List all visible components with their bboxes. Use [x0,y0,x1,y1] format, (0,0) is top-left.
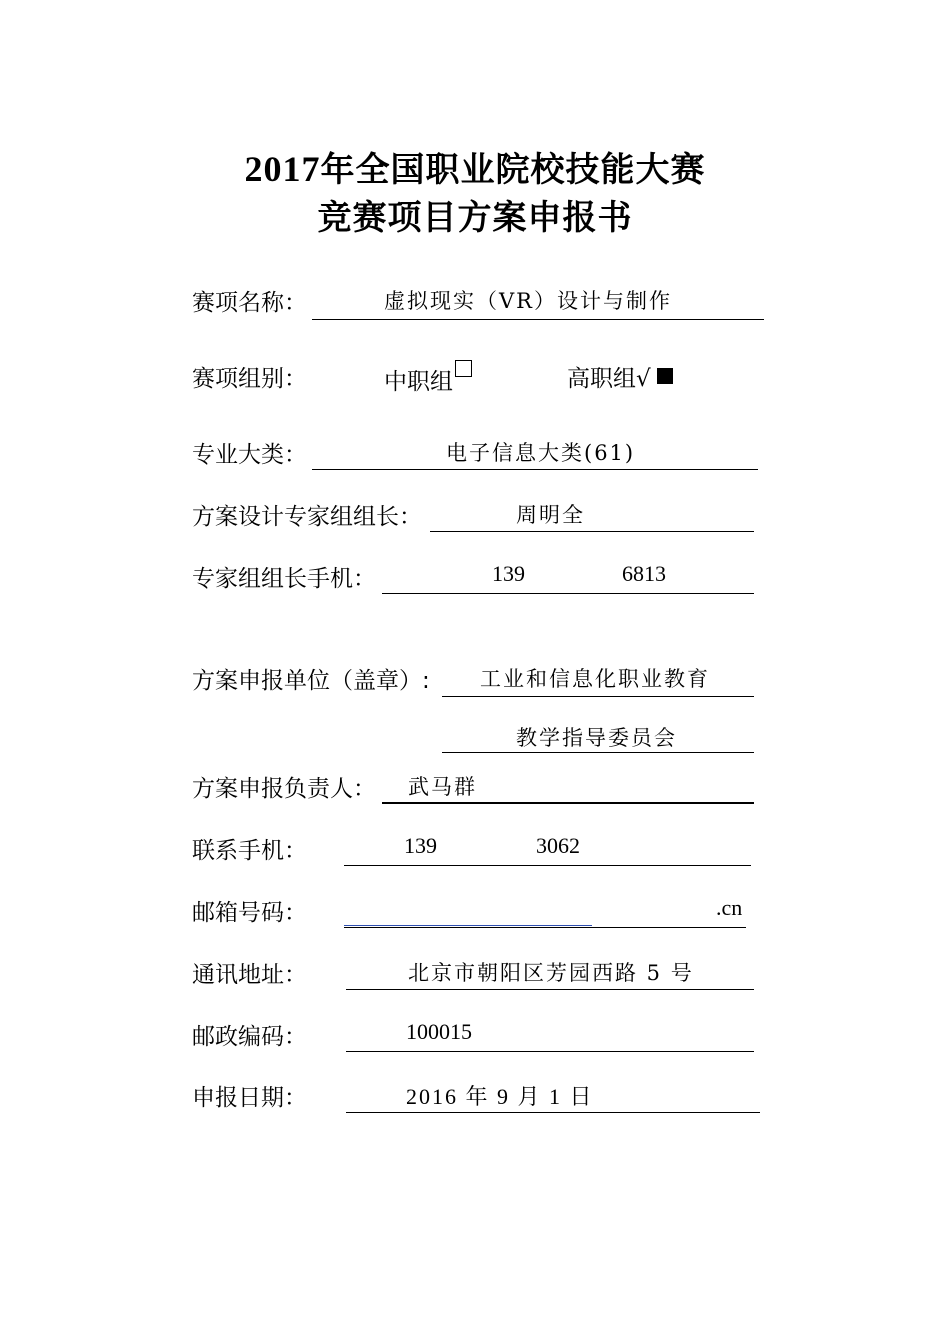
date-underline [346,1112,760,1113]
leader-phone-label: 专家组组长手机： [192,566,376,592]
group-secondary-option[interactable] [384,360,472,396]
unit-value-line1: 工业和信息化职业教育 [480,667,710,691]
category-label: 专业大类： [192,442,307,468]
owner-value: 武马群 [408,775,477,799]
email-label: 邮箱号码： [192,900,307,926]
unit-underline-2 [442,752,754,753]
email-underline [344,927,746,928]
phone-underline [344,865,751,866]
filled-box-icon[interactable] [657,368,673,384]
phone-part1: 139 [404,833,437,858]
category-value: 电子信息大类(61) [446,441,636,465]
unit-label: 方案申报单位（盖章）: [192,668,430,694]
title-line1-text: 年全国职业院校技能大赛 [320,150,706,190]
unit-value-line2: 教学指导委员会 [516,726,677,750]
event-name-label: 赛项名称： [192,290,307,316]
address-label: 通讯地址： [192,962,307,988]
group-higher-option[interactable] [567,360,673,393]
leader-underline [430,531,754,532]
document-title-line2: 竞赛项目方案申报书 [317,198,633,238]
leader-phone-underline [382,593,754,594]
leader-value: 周明全 [516,503,585,527]
group-label: 赛项组别： [192,366,307,392]
document-title-line1 [0,142,950,191]
group-secondary-label: 中职组 [384,369,453,395]
address-value: 北京市朝阳区芳园西路 5 号 [408,961,694,985]
event-name-value: 虚拟现实（VR）设计与制作 [384,289,672,313]
unit-underline-1 [442,696,754,697]
address-underline [346,989,754,990]
unchecked-box-icon[interactable] [455,360,472,377]
group-higher-label: 高职组√ [567,366,651,392]
postcode-underline [346,1051,754,1052]
postcode-value: 100015 [406,1019,472,1044]
phone-label: 联系手机： [192,838,307,864]
owner-label: 方案申报负责人： [192,776,376,802]
category-underline [312,469,758,470]
leader-phone-part1: 139 [492,561,525,586]
email-suffix: .cn [716,895,743,920]
leader-label: 方案设计专家组组长： [192,504,422,530]
date-label: 申报日期： [192,1085,307,1111]
leader-phone-part2: 6813 [622,561,666,586]
email-link-underline[interactable] [344,925,592,926]
postcode-label: 邮政编码： [192,1024,307,1050]
owner-underline [382,802,754,804]
event-name-underline [312,319,764,320]
date-value: 2016 年 9 月 1 日 [406,1084,594,1109]
phone-part2: 3062 [536,833,580,858]
title-year: 2017 [244,149,321,189]
